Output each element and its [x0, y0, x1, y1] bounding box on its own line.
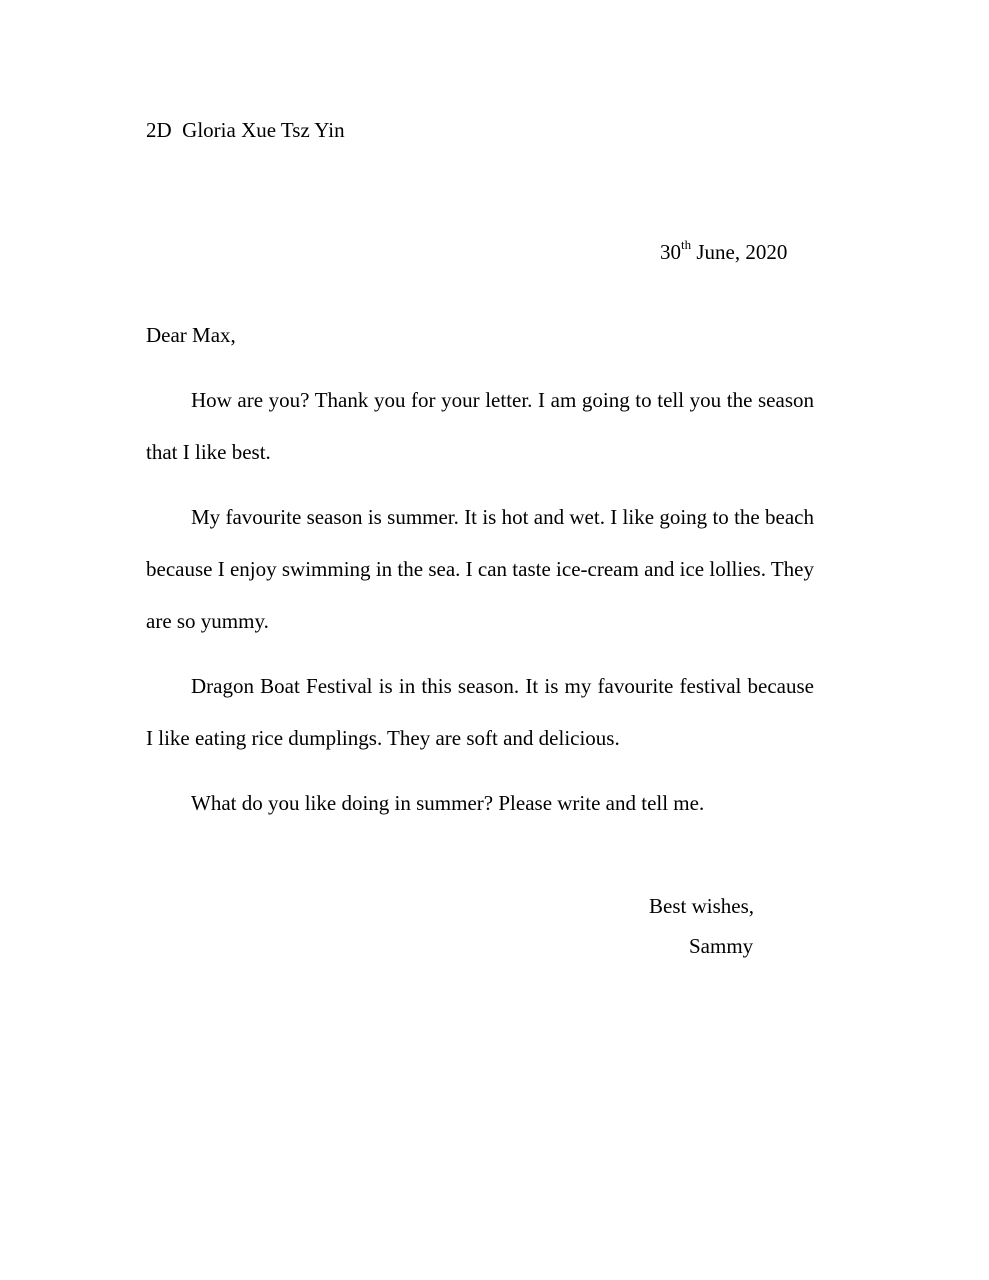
salutation: Dear Max,: [146, 323, 236, 347]
closing: Best wishes,: [649, 894, 754, 918]
body-paragraph-2: My favourite season is summer. It is hot and wet. I like going to the beach because I enjoy swimming in the sea. I can taste ice-cream and ice lollies. They are so yummy.: [146, 505, 814, 633]
body-paragraph-1: How are you? Thank you for your letter. I am going to tell you the season that I like best.: [146, 388, 814, 464]
body-paragraph-3: Dragon Boat Festival is in this season. It is my favourite festival because I like eating rice dumplings. They are soft and delicious.: [146, 674, 814, 750]
body-paragraph-4: What do you like doing in summer? Please write and tell me.: [191, 791, 705, 815]
student-heading: 2D Gloria Xue Tsz Yin: [146, 118, 345, 142]
date-month-year: June, 2020: [691, 240, 788, 264]
date-ordinal-suffix: th: [681, 237, 692, 252]
date-day: 30: [660, 240, 681, 264]
letter-date: [660, 239, 787, 265]
signature: Sammy: [689, 934, 754, 958]
